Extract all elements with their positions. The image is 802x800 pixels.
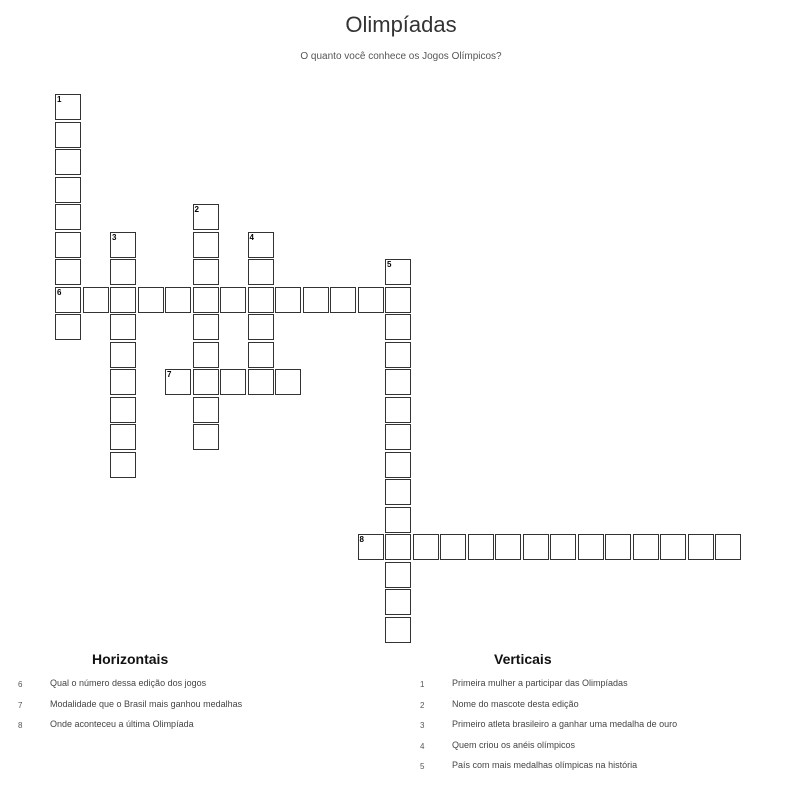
clue-item-text: Primeiro atleta brasileiro a ganhar uma medalha de ouro (452, 719, 678, 729)
clue-item (18, 719, 378, 740)
clue-item-text: Modalidade que o Brasil mais ganhou medalhas (50, 698, 243, 709)
crossword-cell[interactable] (55, 232, 81, 258)
crossword-cell[interactable] (385, 507, 411, 533)
crossword-cell[interactable] (248, 232, 274, 258)
crossword-cell[interactable] (193, 424, 219, 450)
crossword-cell[interactable] (193, 369, 219, 395)
clue-number-label: 3 (112, 232, 117, 242)
clue-item-text: Qual o número dessa edição dos jogos (50, 678, 207, 688)
crossword-cell[interactable] (55, 149, 81, 175)
clue-item (18, 699, 378, 720)
crossword-cell[interactable] (248, 342, 274, 368)
clue-number-label: 8 (359, 535, 364, 544)
crossword-cell[interactable] (248, 287, 274, 313)
crossword-cell[interactable] (55, 259, 81, 285)
clue-number-label: 5 (387, 260, 392, 269)
crossword-cell[interactable] (220, 287, 246, 313)
crossword-cell[interactable] (193, 287, 219, 313)
crossword-cell[interactable] (55, 204, 81, 230)
crossword-cell[interactable] (385, 562, 411, 588)
crossword-cell[interactable] (110, 314, 136, 340)
clue-item (420, 699, 790, 720)
clue-item-number: 6 (18, 680, 23, 689)
crossword-cell[interactable] (385, 479, 411, 505)
crossword-cell[interactable] (248, 314, 274, 340)
crossword-cell[interactable] (523, 534, 549, 560)
clue-item-number: 7 (18, 700, 23, 710)
clue-item-text: Nome do mascote desta edição (452, 698, 579, 709)
crossword-cell[interactable] (385, 369, 411, 395)
clue-item (420, 760, 790, 781)
down-clue-list (420, 678, 790, 781)
crossword-cell[interactable] (55, 177, 81, 203)
crossword-cell[interactable] (578, 534, 604, 560)
crossword-cell[interactable] (633, 534, 659, 560)
clue-item-number: 2 (420, 700, 425, 710)
clue-item-number: 8 (18, 721, 23, 730)
crossword-cell[interactable] (358, 534, 384, 560)
crossword-cell[interactable] (385, 397, 411, 423)
crossword-cell[interactable] (55, 94, 81, 120)
crossword-cell[interactable] (193, 204, 219, 230)
clue-number-label: 4 (249, 232, 254, 242)
crossword-cell[interactable] (248, 259, 274, 285)
crossword-cell[interactable] (715, 534, 741, 560)
crossword-cell[interactable] (110, 369, 136, 395)
clue-item-text: Primeira mulher a participar das Olimpíadas (452, 678, 628, 688)
crossword-cell[interactable] (193, 259, 219, 285)
crossword-cell[interactable] (385, 452, 411, 478)
page-title: Olimpíadas (345, 12, 457, 37)
clue-number-label: 2 (194, 205, 199, 214)
crossword-cell[interactable] (110, 452, 136, 478)
clue-number-label: 1 (57, 95, 62, 104)
crossword-cell[interactable] (385, 342, 411, 368)
page-subtitle: O quanto você conhece os Jogos Olímpicos? (300, 51, 502, 62)
crossword-cell[interactable] (110, 259, 136, 285)
crossword-cell[interactable] (193, 397, 219, 423)
crossword-cell[interactable] (83, 287, 109, 313)
crossword-cell[interactable] (110, 287, 136, 313)
crossword-cell[interactable] (275, 287, 301, 313)
crossword-cell[interactable] (138, 287, 164, 313)
crossword-cell[interactable] (303, 287, 329, 313)
crossword-cell[interactable] (688, 534, 714, 560)
crossword-cell[interactable] (55, 314, 81, 340)
crossword-cell[interactable] (110, 342, 136, 368)
crossword-cell[interactable] (110, 232, 136, 258)
crossword-cell[interactable] (385, 589, 411, 615)
clue-item-text: Onde aconteceu a última Olimpíada (50, 719, 194, 729)
crossword-cell[interactable] (385, 617, 411, 643)
clue-item (420, 678, 790, 699)
crossword-cell[interactable] (660, 534, 686, 560)
crossword-cell[interactable] (440, 534, 466, 560)
crossword-cell[interactable] (468, 534, 494, 560)
crossword-cell[interactable] (275, 369, 301, 395)
crossword-cell[interactable] (358, 287, 384, 313)
crossword-cell[interactable] (413, 534, 439, 560)
crossword-cell[interactable] (385, 259, 411, 285)
down-heading: Verticais (494, 651, 552, 667)
crossword-cell[interactable] (165, 287, 191, 313)
clue-item (420, 740, 790, 761)
clue-item-text: País com mais medalhas olímpicas na história (452, 760, 638, 770)
clue-item-number: 4 (420, 741, 425, 751)
crossword-cell[interactable] (110, 397, 136, 423)
crossword-cell[interactable] (220, 369, 246, 395)
crossword-cell[interactable] (495, 534, 521, 560)
crossword-cell[interactable] (385, 287, 411, 313)
clue-item (18, 678, 378, 699)
crossword-cell[interactable] (193, 314, 219, 340)
crossword-cell[interactable] (55, 122, 81, 148)
clue-item-number: 3 (420, 721, 425, 730)
clue-number-label: 7 (167, 370, 172, 379)
crossword-cell[interactable] (165, 369, 191, 395)
crossword-cell[interactable] (385, 314, 411, 340)
crossword-cell[interactable] (110, 424, 136, 450)
crossword-cell[interactable] (193, 342, 219, 368)
crossword-cell[interactable] (385, 534, 411, 560)
across-clue-list (18, 678, 378, 740)
crossword-cell[interactable] (55, 287, 81, 313)
crossword-cell[interactable] (550, 534, 576, 560)
clue-item-text: Quem criou os anéis olímpicos (452, 739, 576, 750)
clue-number-label: 6 (57, 287, 62, 297)
crossword-cell[interactable] (385, 424, 411, 450)
crossword-cell[interactable] (330, 287, 356, 313)
across-heading: Horizontais (92, 651, 169, 667)
clue-item (420, 719, 790, 740)
crossword-cell[interactable] (605, 534, 631, 560)
crossword-cell[interactable] (193, 232, 219, 258)
clue-item-number: 1 (420, 680, 425, 689)
clue-item-number: 5 (420, 762, 425, 771)
crossword-cell[interactable] (248, 369, 274, 395)
